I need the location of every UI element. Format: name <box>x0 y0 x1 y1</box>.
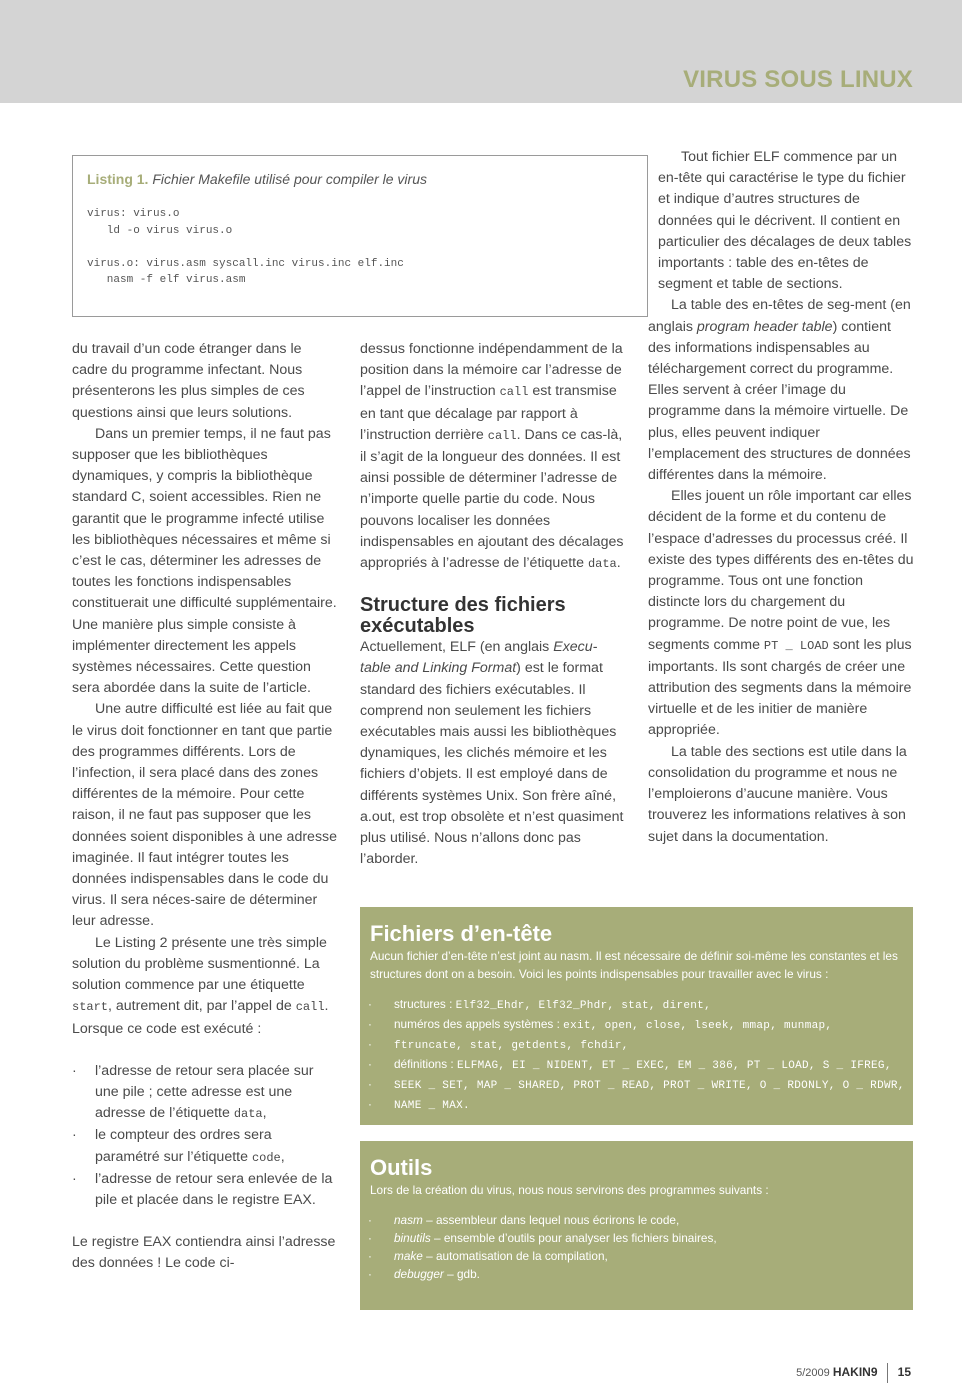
list-item: · le compteur des ordres sera paramétré sur l’étiquette code, <box>72 1125 338 1168</box>
listing-caption-text: Fichier Makefile utilisé pour compiler le virus <box>152 171 427 187</box>
paragraph: dessus fonctionne indépendamment de la position dans la mémoire car l’adresse de l’appel de l’instruction call est transmise en tant que décalage par rapport à l’instruction derrière call. Dans ce cas-là, il s’agit de la longueur des données. Il est ainsi possible de déterminer l’adresse de n’importe quelle partie du code. Nous pouvons localiser les données indispensables en ajoutant des décalages appropriés à l’adresse de l’étiquette data. <box>360 341 624 572</box>
tool-item: · nasm – assembleur dans lequel nous écrirons le code, <box>360 1211 913 1229</box>
section-heading: Structure des fichiers exécutables <box>360 594 566 638</box>
list-item: · l’adresse de retour sera enlevée de la pile et placée dans le registre EAX. <box>72 1169 338 1211</box>
inline-code: Elf32_Ehdr, Elf32_Phdr, stat, dirent, <box>455 1000 711 1012</box>
paragraph: Dans un premier temps, il ne faut pas supposer que les bibliothèques dynamiques, y compris la bibliothèque standard C, soient accessibles. Rien ne garantit que le programme infecté utilise les bibliothèques nécessaires et même si c’est le cas, déterminer les adresses de toutes les fonctions indispensables constituerait une difficulté supplémentaire. Une manière plus simple consiste à implémenter directement les appels systèmes nécessaires. Cette question sera abordée dans la suite de l’article. <box>72 425 337 697</box>
tool-item: · debugger – gdb. <box>360 1265 913 1283</box>
box-title: Outils <box>370 1155 433 1180</box>
box-intro: Lors de la création du virus, nous nous servirons des programmes suivants : <box>370 1183 769 1197</box>
listing-box <box>72 155 648 317</box>
column-2 <box>360 339 626 870</box>
section-title: VIRUS SOUS LINUX <box>683 66 913 93</box>
paragraph: La table des en-têtes de seg-ment (en anglais program header table) contient des informations indispensables au téléchargement correct du programme. Elles servent à créer l’image du programme dans la mémoire virtuelle. De plus, elles peuvent indiquer l’emplacement des structures de données différentes dans la mémoire. <box>648 297 911 484</box>
paragraph: Elles jouent un rôle important car elles décident de la forme et du contenu de l’espace d’adresses du processus créé. Il existe des types différents des en-têtes du programme. Tous ont une fonction distincte lors du chargement du programme. De notre point de vue, les segments comme PT _ LOAD sont les plus importants. Ils sont chargés de créer une attribution des segments dans la mémoire virtuelle et de les initier de manière appropriée. <box>648 488 914 739</box>
list-item: · définitions : ELFMAG, EI _ NIDENT, ET _ EXEC, EM _ 386, PT _ LOAD, S _ IFREG, <box>360 1055 913 1075</box>
inline-code: exit, open, close, lseek, mmap, munmap, <box>563 1020 833 1032</box>
column-3 <box>648 147 914 848</box>
list-item: · numéros des appels systèmes : exit, open, close, lseek, mmap, munmap, <box>360 1015 913 1035</box>
paragraph: Actuellement, ELF (en anglais Execu-table and Linking Format) est le format standard des fichiers exécutables. Il comprend non seulement les fichiers exécutables mais aussi les bibliothèques dynamiques, les clichés mémoire et les fichiers d’objets. Il est employé dans de différents systèmes Unix. Son frère aîné, a.out, est trop obsolète et n’est quasiment plus utilisé. Nous n’allons donc pas l’aborder. <box>360 639 624 868</box>
list-continuation: · SEEK _ SET, MAP _ SHARED, PROT _ READ, PROT _ WRITE, O _ RDONLY, O _ RDWR, <box>360 1075 913 1095</box>
tool-item: · binutils – ensemble d’outils pour analyser les fichiers binaires, <box>360 1229 913 1247</box>
inline-code: call <box>499 385 529 400</box>
inline-code: data <box>587 557 617 572</box>
list-item: · l’adresse de retour sera placée sur une pile ; cette adresse est une adresse de l’étiquette data, <box>72 1061 338 1126</box>
inline-code: code <box>251 1150 281 1165</box>
paragraph: Le Listing 2 présente une très simple solution du problème susmentionné. La solution commence par une étiquette start, autrement dit, par l’appel de call. Lorsque ce code est exécuté : <box>72 934 329 1037</box>
list-continuation: · ftruncate, stat, getdents, fchdir, <box>360 1035 913 1055</box>
sidebar-box-tools <box>360 1141 913 1310</box>
box-intro: Aucun fichier d’en-tête n’est joint au nasm. Il est nécessaire de définir soi-même les constantes et les structures dont on a besoin. Voici les points indispensables pour travailler avec le virus : <box>370 949 898 981</box>
page-number: 15 <box>897 1364 911 1379</box>
page-header-band <box>0 0 962 103</box>
listing-caption <box>87 171 427 187</box>
box-list <box>360 995 913 1115</box>
list-continuation: · NAME _ MAX. <box>360 1095 913 1115</box>
magazine-brand: HAKIN9 <box>832 1364 878 1379</box>
inline-code: start <box>72 1000 109 1015</box>
paragraph: La table des sections est utile dans la consolidation du programme et nous ne l’emploierons d’aucune manière. Vous trouverez les informations relatives à son sujet dans la documentation. <box>648 743 907 845</box>
paragraph: Une autre difficulté est liée au fait que le virus doit fonctionner en tant que partie des programmes différents. Lors de l’infection, il sera placé dans des zones différentes de la mémoire. Pour cette raison, il ne faut pas supposer que les données soient disponibles à une adresse imaginée. Il faut intégrer toutes les données indispensables dans le code du virus. Il sera néces-saire de déterminer leur adresse. <box>72 701 338 930</box>
inline-code: data <box>233 1107 263 1122</box>
paragraph: Tout fichier ELF commence par un en-tête qui caractérise le type du fichier et indique d’autres structures de données qui le décrivent. Il contient en particulier des décalages de deux tables importants : table des en-têtes de segment et table de sections. <box>658 149 912 293</box>
paragraph: Le registre EAX contiendra ainsi l’adresse des données ! Le code ci- <box>72 1234 336 1272</box>
paragraph: du travail d’un code étranger dans le cadre du programme infectant. Nous présenterons les plus simples de ces questions ainsi que leurs solutions. <box>72 341 305 421</box>
column-1 <box>72 339 338 1275</box>
page-footer <box>796 1363 911 1383</box>
tool-item: · make – automatisation de la compilation, <box>360 1247 913 1265</box>
inline-code: call <box>295 1000 325 1015</box>
box-title: Fichiers d’en-tête <box>370 921 553 946</box>
listing-code: virus: virus.o ld -o virus virus.o virus.o: virus.asm syscall.inc virus.inc elf.inc nasm -f elf virus.asm <box>87 208 404 286</box>
issue-number: 5/2009 <box>796 1366 830 1379</box>
box-list <box>360 1211 913 1283</box>
footer-divider <box>887 1363 888 1383</box>
list-item: · structures : Elf32_Ehdr, Elf32_Phdr, stat, dirent, <box>360 995 913 1015</box>
inline-code: ELFMAG, EI _ NIDENT, ET _ EXEC, EM _ 386, PT _ LOAD, S _ IFREG, <box>456 1060 892 1072</box>
listing-label: Listing 1. <box>87 171 149 187</box>
sidebar-box-header-files <box>360 907 913 1125</box>
inline-code: call <box>487 428 517 443</box>
inline-code: PT _ LOAD <box>763 638 829 653</box>
